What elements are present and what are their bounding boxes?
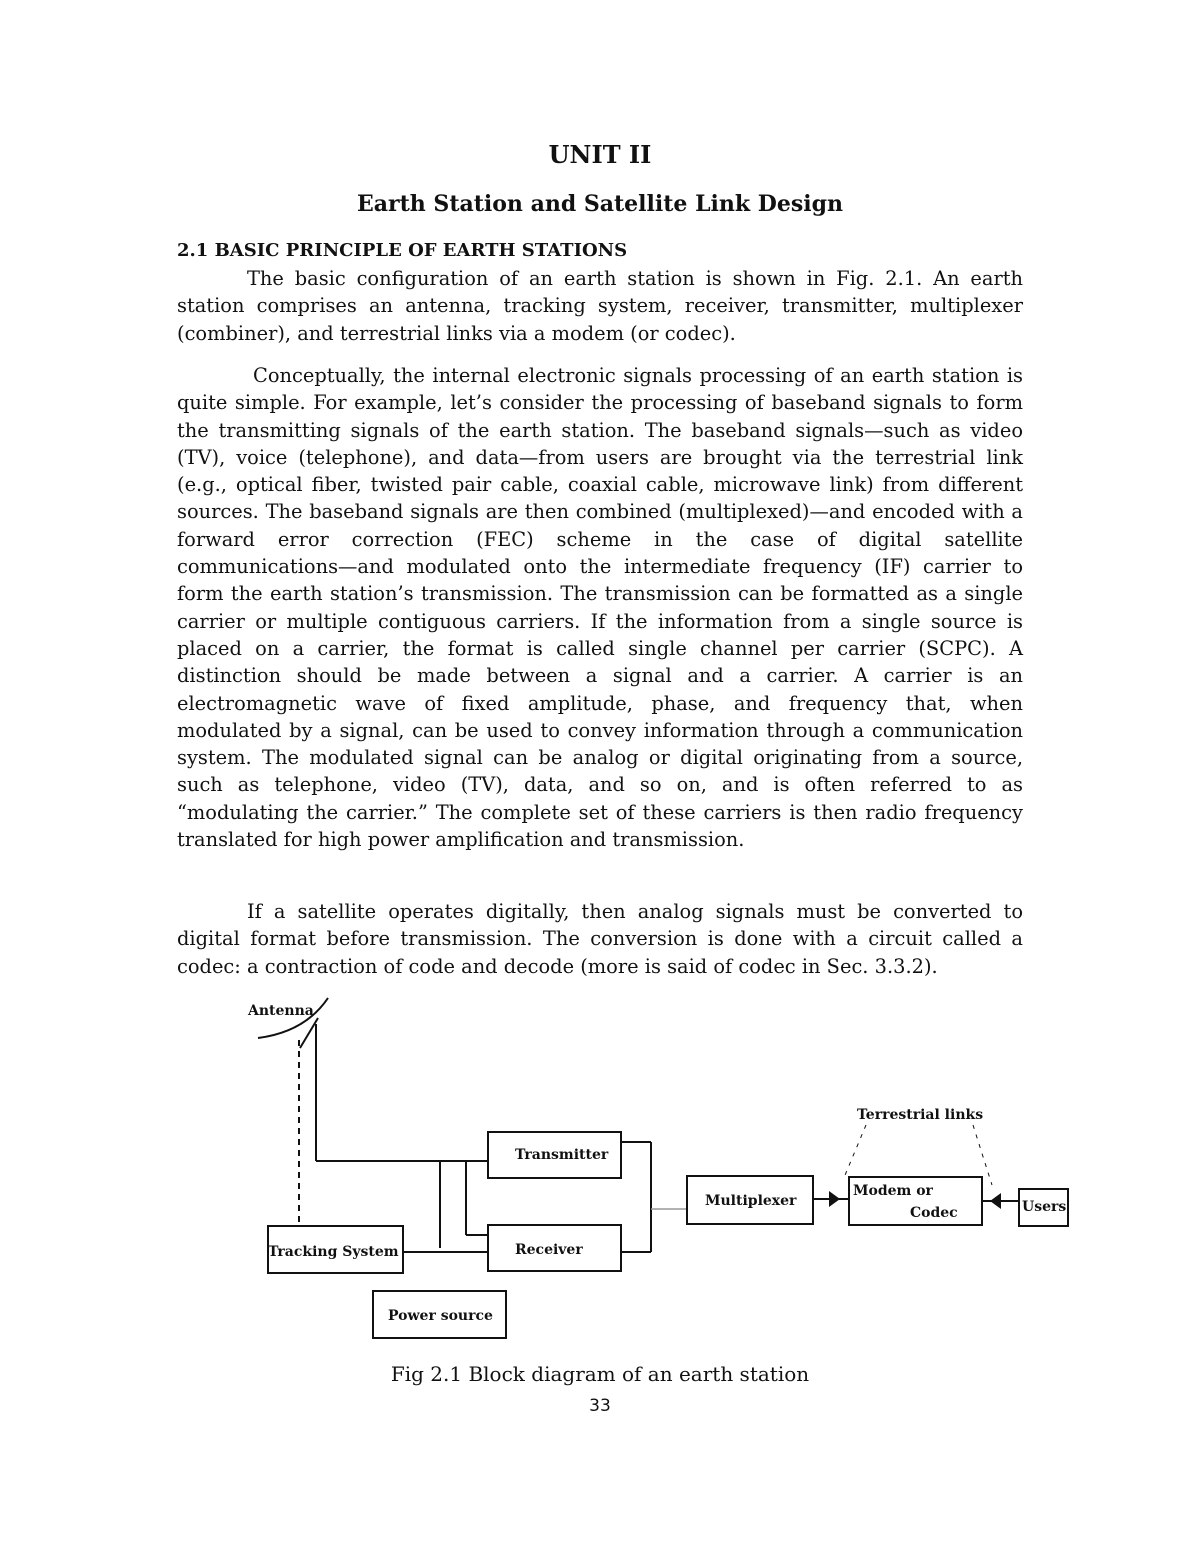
receiver-label: Receiver bbox=[515, 1242, 583, 1258]
arrow-into-modem-icon bbox=[829, 1191, 840, 1207]
paragraph-intro: The basic configuration of an earth station is shown in Fig. 2.1. An earth station comprises an antenna, tracking system, receiver, transmitter, multiplexer (combiner), and terrestrial links via a modem (or codec). bbox=[177, 267, 1023, 345]
paragraph-processing: Conceptually, the internal electronic signals processing of an earth station is quite simple. For example, let’s consider the processing of baseband signals to form the transmitting signals of the earth station. The baseband signals—such as video (TV), voice (telephone), and data—from users are brought via the terrestrial link (e.g., optical fiber, twisted pair cable, coaxial cable, microwave link) from different sources. The baseband signals are then combined (multiplexed)—and encoded with a forward error correction (FEC) scheme in the case of digital satellite communications—and modulated onto the intermediate frequency (IF) carrier to form the earth station’s transmission. The transmission can be formatted as a single carrier or multiple contiguous carriers. If the information from a single source is placed on a carrier, the format is called single channel per carrier (SCPC). A distinction should be made between a signal and a carrier. A carrier is an electromagnetic wave of fixed amplitude, phase, and frequency that, when modulated by a signal, can be used to convey information through a communication system. The modulated signal can be analog or digital originating from a source, such as telephone, video (TV), data, and so on, and is often referred to as “modulating the carrier.” The complete set of these carriers is then radio frequency translated for high power amplification and transmission. bbox=[177, 364, 1023, 852]
chapter-title: Earth Station and Satellite Link Design bbox=[357, 191, 843, 217]
figure-caption: Fig 2.1 Block diagram of an earth station bbox=[390, 1362, 810, 1386]
modem-label-line2: Codec bbox=[910, 1205, 958, 1221]
earth-station-block-diagram bbox=[0, 990, 1200, 1360]
tracking-system-label: Tracking System bbox=[268, 1244, 399, 1260]
modem-label-line1: Modem or bbox=[853, 1183, 933, 1199]
multiplexer-label: Multiplexer bbox=[705, 1193, 797, 1209]
arrow-into-modem-from-users-icon bbox=[990, 1193, 1001, 1209]
transmitter-label: Transmitter bbox=[515, 1147, 609, 1163]
power-source-label: Power source bbox=[388, 1308, 493, 1324]
page-number: 33 bbox=[589, 1396, 611, 1416]
terrestrial-link-pointer-left bbox=[843, 1125, 866, 1180]
section-heading: 2.1 BASIC PRINCIPLE OF EARTH STATIONS bbox=[177, 240, 628, 261]
users-label: Users bbox=[1022, 1199, 1067, 1215]
terrestrial-links-label: Terrestrial links bbox=[857, 1107, 984, 1123]
antenna-label: Antenna bbox=[248, 1003, 314, 1019]
unit-title: UNIT II bbox=[548, 140, 652, 169]
paragraph-codec: If a satellite operates digitally, then analog signals must be converted to digital format before transmission. The conversion is done with a circuit called a codec: a contraction of code and decode (more is said of codec in Sec. 3.3.2). bbox=[177, 900, 1023, 978]
